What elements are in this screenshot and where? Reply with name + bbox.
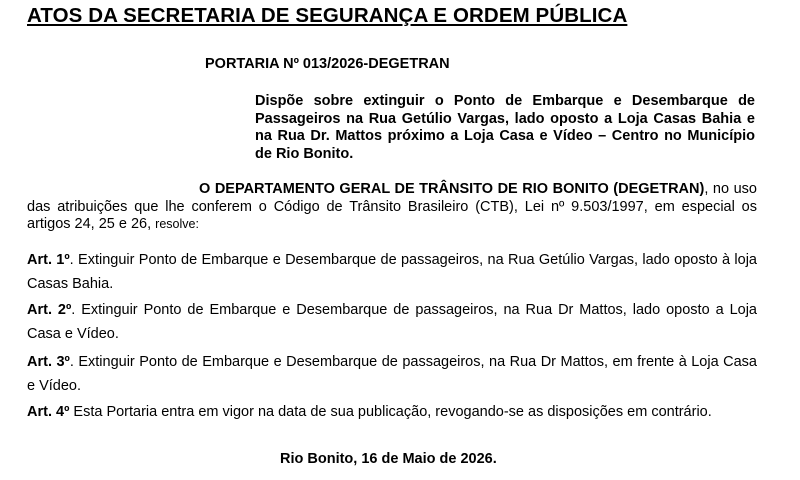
article-4 — [27, 400, 757, 424]
article-2 — [27, 298, 757, 346]
signature-date: Rio Bonito, 16 de Maio de 2026. — [280, 451, 497, 467]
article-label: Art. 3º — [27, 354, 70, 370]
portaria-title: PORTARIA Nº 013/2026-DEGETRAN — [205, 56, 450, 72]
article-text: Esta Portaria entra em vigor na data de sua publicação, revogando-se as disposições em contrário. — [69, 404, 712, 420]
section-header: ATOS DA SECRETARIA DE SEGURANÇA E ORDEM PÚBLICA — [27, 4, 628, 27]
article-label: Art. 2º — [27, 302, 72, 318]
article-text: . Extinguir Ponto de Embarque e Desembarque de passageiros, na Rua Dr Mattos, em frente à Loja Casa e Vídeo. — [27, 354, 757, 394]
article-3 — [27, 350, 757, 398]
ementa: Dispõe sobre extinguir o Ponto de Embarque e Desembarque de Passageiros na Rua Getúlio Vargas, lado oposto a Loja Casas Bahia e na Rua Dr. Mattos próximo a Loja Casa e Vídeo – Centro no Município de Rio Bonito. — [255, 93, 755, 162]
article-label: Art. 4º — [27, 404, 70, 420]
article-label: Art. 1º — [27, 252, 70, 268]
article-1 — [27, 248, 757, 296]
preamble-authority: O DEPARTAMENTO GERAL DE TRÂNSITO DE RIO BONITO (DEGETRAN) — [199, 181, 705, 197]
preamble — [27, 181, 757, 234]
article-text: . Extinguir Ponto de Embarque e Desembarque de passageiros, na Rua Dr Mattos, lado oposto a Loja Casa e Vídeo. — [27, 302, 757, 342]
preamble-resolve: resolve: — [155, 217, 199, 231]
preamble-text: , no uso das atribuições que lhe conferem o Código de Trânsito Brasileiro (CTB), Lei nº 9.503/1997, em especial os artigos 24, 25 e 26, — [27, 181, 757, 232]
article-text: . Extinguir Ponto de Embarque e Desembarque de passageiros, na Rua Getúlio Vargas, lado oposto à loja Casas Bahia. — [27, 252, 757, 292]
